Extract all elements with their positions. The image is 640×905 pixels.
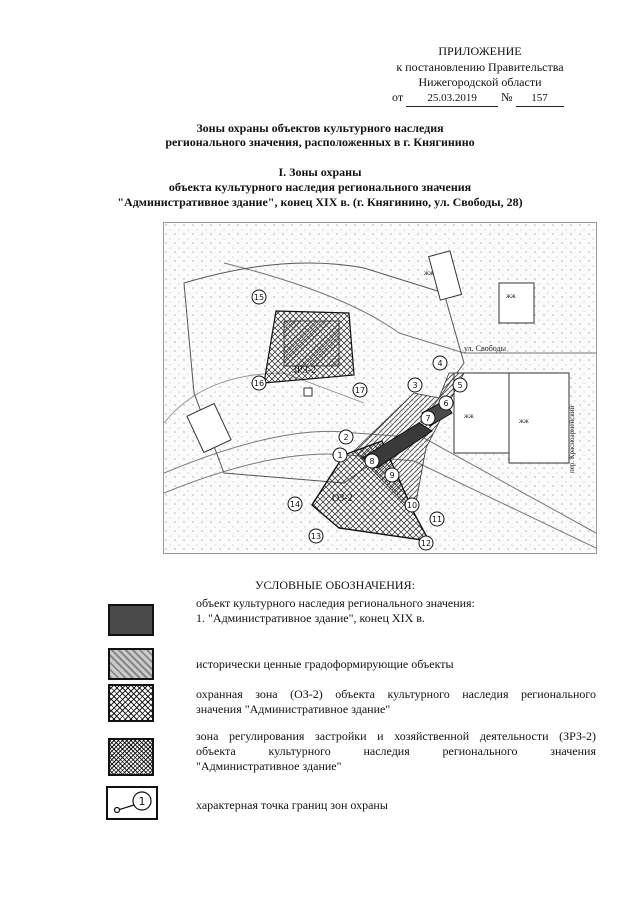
legend-swatch-oz-zone bbox=[108, 684, 154, 722]
boundary-point-label: 1 bbox=[337, 451, 343, 460]
appendix-date-line bbox=[392, 90, 612, 107]
building-small bbox=[304, 388, 312, 396]
building bbox=[509, 373, 569, 463]
street-label-krasnoarmeisky: пер. Красноармейский bbox=[568, 405, 576, 473]
zrz-zone-label: ЗРЗ-2 bbox=[292, 365, 317, 376]
legend-swatch-historic-objects bbox=[108, 648, 154, 680]
boundary-point bbox=[439, 396, 453, 410]
building-label-2: жж bbox=[424, 269, 434, 277]
boundary-point-label: 11 bbox=[431, 515, 443, 524]
zrz-inner-building bbox=[284, 321, 339, 366]
boundary-point-label: 6 bbox=[443, 399, 449, 408]
boundary-point bbox=[430, 512, 444, 526]
doc-title-line1: Зоны охраны объектов культурного наследия bbox=[196, 121, 444, 135]
boundary-point-label: 14 bbox=[289, 500, 301, 509]
boundary-point bbox=[252, 290, 266, 304]
legend-item-1-line2: 1. "Административное здание", конец XIX в. bbox=[196, 611, 425, 625]
boundary-point-label: 3 bbox=[412, 381, 418, 390]
boundary-point bbox=[365, 454, 379, 468]
section-title-line3: "Административное здание", конец XIX в. (г. Княгинино, ул. Свободы, 28) bbox=[117, 195, 523, 209]
boundary-point bbox=[309, 529, 323, 543]
appendix-label: ПРИЛОЖЕНИЕ bbox=[438, 44, 522, 58]
boundary-point-icon-label: 1 bbox=[138, 795, 146, 808]
building-label-1: жж bbox=[506, 292, 516, 300]
legend-item-4-line2: объекта культурного наследия регионального значения bbox=[196, 744, 596, 758]
boundary-point bbox=[433, 356, 447, 370]
boundary-point-label: 2 bbox=[343, 433, 349, 442]
boundary-point bbox=[385, 468, 399, 482]
appendix-line2: Нижегородской области bbox=[418, 75, 542, 89]
legend-item-4-line3: "Административное здание" bbox=[196, 759, 342, 773]
boundary-point bbox=[288, 497, 302, 511]
boundary-point-label: 13 bbox=[310, 532, 322, 541]
building bbox=[499, 283, 534, 323]
boundary-point-label: 12 bbox=[420, 539, 432, 548]
number-value: 157 bbox=[516, 91, 564, 107]
legend-item-3-line1: охранная зона (ОЗ-2) объекта культурного наследия регионального bbox=[196, 687, 596, 701]
boundary-point-label: 9 bbox=[389, 471, 395, 480]
boundary-point bbox=[353, 383, 367, 397]
legend-item-3-line2: значения "Административное здание" bbox=[196, 702, 391, 716]
boundary-point bbox=[252, 376, 266, 390]
legend-swatch-zrz-zone bbox=[108, 738, 154, 776]
legend-heading: УСЛОВНЫЕ ОБОЗНАЧЕНИЯ: bbox=[255, 578, 415, 592]
building-label-3: жж bbox=[464, 412, 474, 420]
boundary-point-label: 17 bbox=[354, 386, 366, 395]
boundary-point-label: 4 bbox=[437, 359, 443, 368]
boundary-point bbox=[408, 378, 422, 392]
boundary-point-label: 15 bbox=[253, 293, 265, 302]
doc-title-line2: регионального значения, расположенных в г. Княгинино bbox=[165, 135, 475, 149]
boundary-point-label: 7 bbox=[425, 414, 431, 423]
legend-item-1-line1: объект культурного наследия регионального значения: bbox=[196, 596, 475, 610]
boundary-point-label: 8 bbox=[369, 457, 375, 466]
section-title-line2: объекта культурного наследия регионального значения bbox=[168, 180, 472, 194]
boundary-point bbox=[419, 536, 433, 550]
boundary-point bbox=[453, 378, 467, 392]
legend-swatch-heritage-object bbox=[108, 604, 154, 636]
boundary-point bbox=[405, 498, 419, 512]
map-drawing bbox=[164, 223, 596, 553]
boundary-point bbox=[333, 448, 347, 462]
boundary-point-label: 16 bbox=[253, 379, 265, 388]
date-value: 25.03.2019 bbox=[406, 91, 498, 107]
boundary-point-label: 10 bbox=[406, 501, 418, 510]
appendix-line1: к постановлению Правительства bbox=[396, 60, 564, 74]
boundary-point-icon bbox=[108, 788, 156, 818]
legend-item-4-line1: зона регулирования застройки и хозяйственной деятельности (ЗРЗ-2) bbox=[196, 729, 596, 743]
number-label: № bbox=[501, 90, 513, 104]
boundary-point bbox=[339, 430, 353, 444]
boundary-point bbox=[421, 411, 435, 425]
legend-item-2: исторически ценные градоформирующие объекты bbox=[196, 657, 454, 671]
building-label-4: жж bbox=[519, 417, 529, 425]
protection-zones-map bbox=[163, 222, 597, 554]
section-title-line1: I. Зоны охраны bbox=[278, 165, 362, 179]
from-label: от bbox=[392, 90, 404, 104]
legend-swatch-boundary-point bbox=[106, 786, 158, 820]
street-label-svobody: ул. Свободы bbox=[464, 344, 506, 353]
boundary-point-label: 5 bbox=[457, 381, 463, 390]
oz-zone-label: ОЗ-2 bbox=[332, 493, 353, 504]
legend-item-5: характерная точка границ зон охраны bbox=[196, 798, 388, 812]
